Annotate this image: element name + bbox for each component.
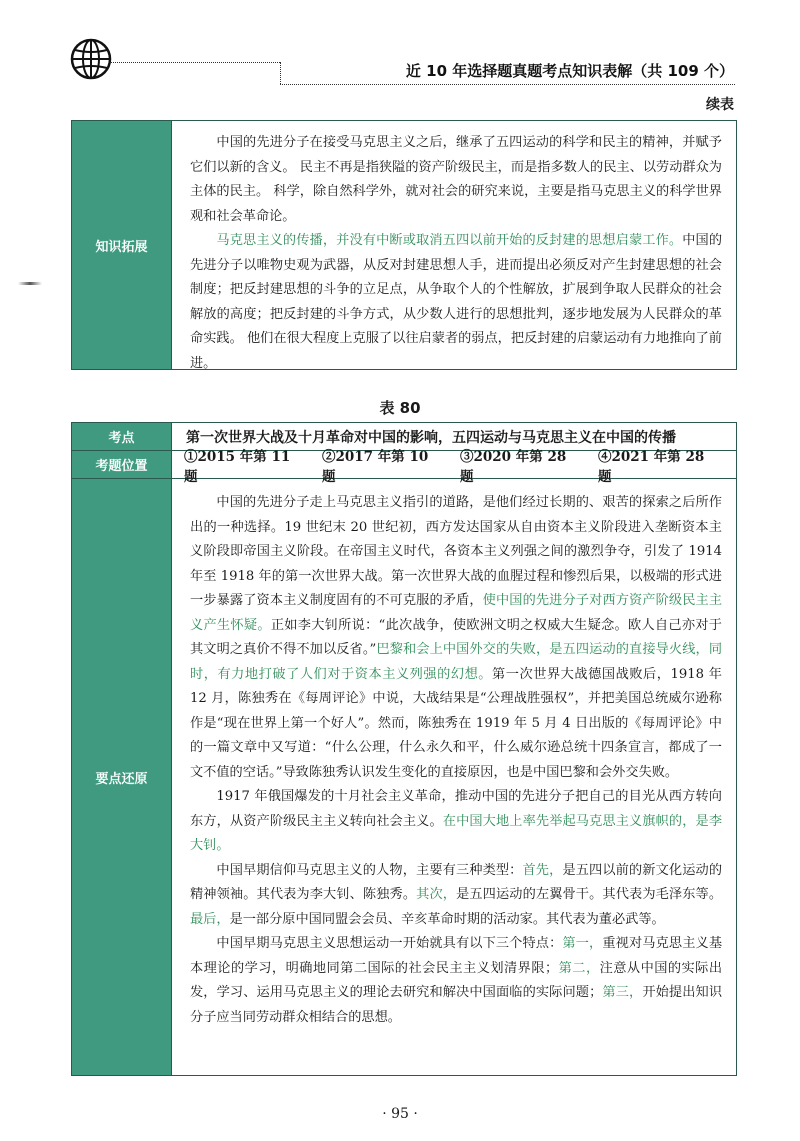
paragraph: 中国的先进分子在接受马克思主义之后，继承了五四运动的科学和民主的精神，并赋予它们以新的含义。 民主不再是指狭隘的资产阶级民主，而是指多数人的民主、以劳动群众为主体的民主。 科学，除自然科学外，就对社会的研究来说，主要是指马克思主义的科学世界观和社会革命论。	[190, 135, 722, 224]
question-position-item: ①2015 年第 11 题	[184, 448, 291, 485]
paragraph-text: 开始提出知识分子应当同劳动群众相结合的思想。	[190, 985, 723, 1025]
paragraph	[190, 859, 722, 933]
highlight-text: 使中国的先进分子对西方资产阶级民主主义产生怀疑。	[190, 593, 723, 633]
paragraph-text: 是一部分原中国同盟会会员、辛亥革命时期的活动家。其代表为董必武等。	[229, 911, 665, 927]
keyword: 最后，	[190, 911, 230, 927]
keyword: 其次，	[416, 887, 457, 902]
highlight-text: 巴黎和会上中国外交的失败，是五四运动的直接导火线，同时，有力地打破了人们对于资本主义列强的幻想。	[190, 642, 723, 682]
key-points-row	[72, 479, 736, 1075]
header-divider	[280, 84, 735, 86]
question-position-item: ②2017 年第 10 题	[322, 448, 429, 485]
paragraph	[190, 932, 722, 1030]
header-divider	[110, 62, 280, 64]
question-position-list	[172, 448, 736, 485]
keyword: 第一，	[562, 936, 603, 951]
scan-mark	[18, 282, 42, 285]
page-number: · 95 ·	[382, 1106, 418, 1122]
exam-point-label: 考点	[72, 423, 172, 450]
running-header-title: 近 10 年选择题真题考点知识表解（共 109 个）	[405, 62, 734, 80]
paragraph-text: 1917 年俄国爆发的十月社会主义革命，推动中国的先进分子把自己的目光从西方转向东方，从资产阶级民主主义转向社会主义。	[190, 789, 722, 829]
paragraph-text: 注意从中国的实际出发，学习、运用马克思主义的理论去研究和解决中国面临的实际问题；	[190, 960, 723, 1000]
paragraph-text: 中国早期信仰马克思主义的人物，主要有三种类型：	[216, 862, 523, 878]
paragraph-text: 是五四以前的新文化运动的精神领袖。其代表为李大钊、陈独秀。	[190, 862, 723, 902]
continued-label: 续表	[706, 97, 734, 113]
keyword: 第二，	[558, 960, 600, 976]
question-position-item: ④2021 年第 28 题	[598, 448, 705, 485]
paragraph-text: 中国的先进分子走上马克思主义指引的道路，是他们经过长期的、艰苦的探索之后所作出的一种选择。19 世纪末 20 世纪初，西方发达国家从自由资本主义阶段进入垄断资本主义阶段即帝国主义阶段。在帝国主义时代，各资本主义列强之间的激烈争夺，引发了 1914 年至 1918 年的第一次世界大战。第一次世界大战的血腥过程和惨烈后果，以极端的形式进一步暴露了资本主义制度固有的不可克服的矛盾，	[190, 495, 722, 608]
globe-logo-icon	[70, 38, 112, 80]
key-points-content	[172, 479, 736, 1075]
paragraph-text: 中国的先进分子以唯物史观为武器，从反对封建思想人手，进而提出必须反对产生封建思想的社会制度；把反封建思想的斗争的立足点，从争取个人的个性解放，扩展到争取人民群众的社会解放的高度；把反封建的斗争方式，从少数人进行的思想批判，逐步地发展为人民群众的革命实践。 他们在很大程度上克服了以往启蒙者的弱点，把反封建的启蒙运动有力地推向了前进。	[190, 233, 723, 371]
keyword: 第三，	[602, 985, 643, 1000]
paragraph	[190, 491, 722, 785]
paragraph	[190, 785, 722, 859]
highlight-text: 在中国大地上率先举起马克思主义旗帜的，是李大钊。	[190, 813, 723, 853]
table-caption: 表 80	[379, 399, 421, 417]
knowledge-expansion-table	[71, 120, 737, 370]
question-position-row	[72, 448, 736, 485]
keyword: 首先，	[522, 862, 563, 878]
key-points-label: 要点还原	[72, 479, 172, 1075]
paragraph	[190, 229, 722, 376]
question-position-label: 考题位置	[72, 451, 172, 478]
paragraph-text: 第一次世界大战德国战败后，1918 年 12 月，陈独秀在《每周评论》中说，大战结果是“公理战胜强权”，并把美国总统威尔逊称作是“现在世界上第一个好人”。然而，陈独秀在 1919 年 5 月 4 日出版的《每周评论》中的一篇文章中又写道：“什么公理，什么永久和平，什么威尔逊总统十四条宣言，都成了一文不值的空话。”导致陈独秀认识发生变化的直接原因，也是中国巴黎和会外交失败。	[190, 666, 722, 780]
paragraph-text: 中国早期马克思主义思想运动一开始就具有以下三个特点：	[216, 936, 563, 951]
knowledge-expansion-label: 知识拓展	[72, 121, 172, 369]
question-position-item: ③2020 年第 28 题	[460, 448, 567, 485]
exam-point-table	[71, 422, 737, 1076]
paragraph-text: 正如李大钊所说：“此次战争，使欧洲文明之权威大生疑念。欧人自己亦对于其文明之真价不得不加以反省。”	[190, 617, 722, 657]
header-divider	[280, 62, 282, 84]
exam-point-topic: 第一次世界大战及十月革命对中国的影响，五四运动与马克思主义在中国的传播	[186, 429, 676, 446]
highlight-text: 马克思主义的传播，并没有中断或取消五四以前开始的反封建的思想启蒙工作。	[216, 233, 683, 248]
paragraph-text: 重视对马克思主义基本理论的学习，明确地同第二国际的社会民主主义划清界限；	[190, 936, 723, 976]
paragraph-text: 是五四运动的左翼骨干。其代表为毛泽东等。	[456, 887, 723, 902]
knowledge-expansion-content	[172, 121, 736, 369]
